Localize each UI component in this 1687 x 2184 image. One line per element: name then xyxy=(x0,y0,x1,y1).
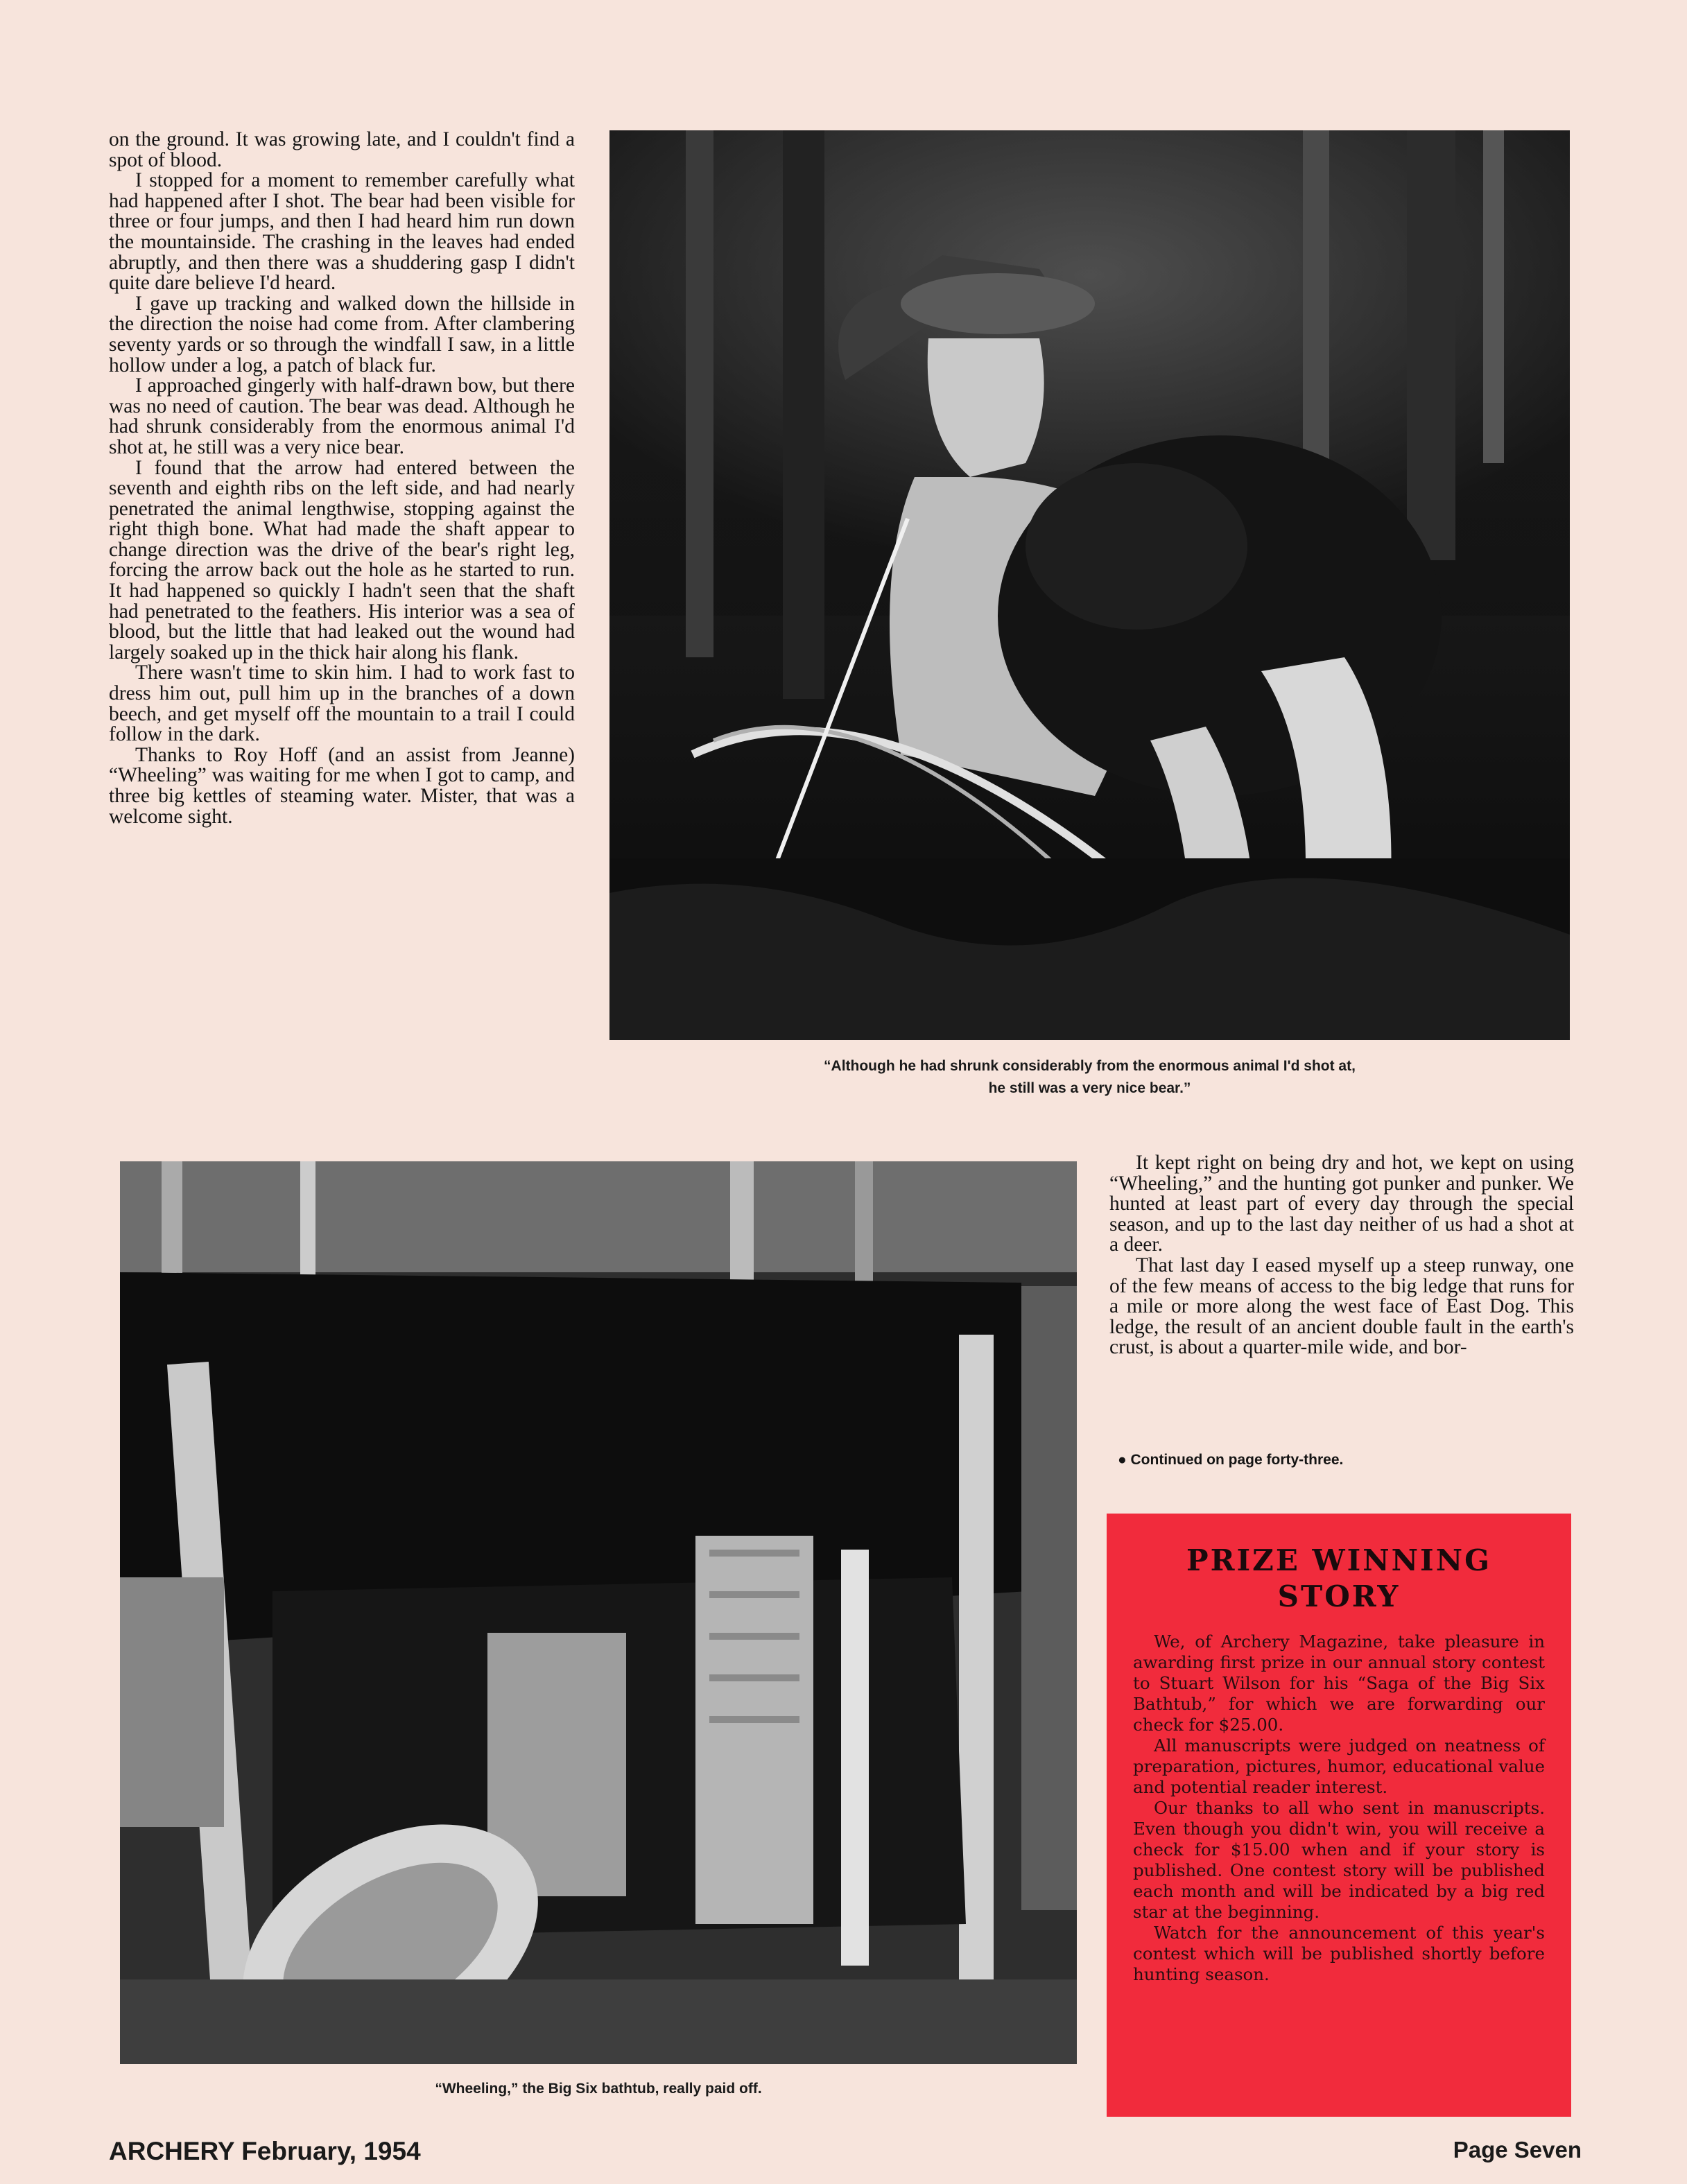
article-paragraph: Thanks to Roy Hoff (and an assist from Jeanne) “Wheeling” was waiting for me when I got to camp, and three big kettles of steaming water. Mister, that was a welcome sight. xyxy=(109,743,575,828)
prize-title-line: STORY xyxy=(1277,1579,1401,1613)
article-paragraph: I stopped for a moment to remember carefully what had happened after I shot. The bear had been visible for three or four jumps, and then I had heard him run down the mountainside. The crashing in the leaves had ended abruptly, and then there was a shuddering gasp I didn't quite dare believe I'd heard. xyxy=(109,169,575,295)
caption-line: “Although he had shrunk considerably from the enormous animal I'd shot at, xyxy=(824,1058,1356,1074)
article-paragraph: I found that the arrow had entered between the seventh and eighth ribs on the left side, and had nearly penetrated the animal lengthwise, stopping against the right thigh bone. What had made the shaft appear to change direction was the drive of the bear's right leg, forcing the arrow back out the hole as he started to run. It had happened so quickly I hadn't seen that the shaft had penetrated to the feathers. His interior was a sea of blood, but the little that had leaked out the wound had largely soaked up in the thick hair along his flank. xyxy=(109,456,575,664)
prize-winning-story-box xyxy=(1107,1514,1571,2117)
photo-caption-bear xyxy=(609,1055,1570,1100)
prize-title xyxy=(1133,1543,1545,1615)
article-paragraph: There wasn't time to skin him. I had to work fast to dress him out, pull him up in the branches of a down beech, and get myself off the mountain to a trail I could follow in the dark. xyxy=(109,661,575,746)
article-paragraph: on the ground. It was growing late, and I couldn't find a spot of blood. xyxy=(109,128,575,171)
article-left-column xyxy=(109,130,575,827)
photo-caption-shelter: “Wheeling,” the Big Six bathtub, really paid off. xyxy=(435,2081,762,2097)
footer-page-number: Page Seven xyxy=(1453,2137,1582,2163)
caption-line: he still was a very nice bear.” xyxy=(988,1080,1191,1096)
prize-paragraph: All manuscripts were judged on neatness of preparation, pictures, humor, educational value and potential reader interest. xyxy=(1133,1735,1545,1797)
photo-shelter-bathtub xyxy=(120,1161,1077,2064)
article-paragraph: It kept right on being dry and hot, we kept on using “Wheeling,” and the hunting got punker and punker. We hunted at least part of every day through the special season, and up to the last day neither of us had a shot at a deer. xyxy=(1109,1152,1574,1256)
article-paragraph: That last day I eased myself up a steep runway, one of the few means of access to the big ledge that runs for a mile or more along the west face of East Dog. This ledge, the result of an ancient double fault in the earth's crust, is about a quarter-mile wide, and bor- xyxy=(1109,1254,1574,1359)
prize-paragraph: Our thanks to all who sent in manuscripts. Even though you didn't win, you will receive a check for $15.00 when and if your story is published. One contest story will be published each month and will be indicated by a big red star at the beginning. xyxy=(1133,1798,1545,1922)
prize-paragraph: Watch for the announcement of this year's contest which will be published shortly before hunting season. xyxy=(1133,1923,1545,1984)
prize-paragraph: We, of Archery Magazine, take pleasure in awarding first prize in our annual story contest to Stuart Wilson for his “Saga of the Big Six Bathtub,” for which we are forwarding our check for $25.00. xyxy=(1133,1631,1545,1735)
article-paragraph: I gave up tracking and walked down the hillside in the direction the noise had come from. After clambering seventy yards or so through the windfall I saw, in a little hollow under a log, a patch of black fur. xyxy=(109,292,575,376)
prize-title-line: PRIZE WINNING xyxy=(1186,1543,1491,1577)
article-right-column xyxy=(1109,1153,1574,1358)
article-paragraph: I approached gingerly with half-drawn bow, but there was no need of caution. The bear was dead. Although he had shrunk considerably from the enormous animal I'd shot at, he still was a very nice bear. xyxy=(109,374,575,458)
continued-note: ● Continued on page forty-three. xyxy=(1118,1452,1344,1468)
footer-magazine-date: ARCHERY February, 1954 xyxy=(109,2137,421,2165)
photo-hunter-with-bear xyxy=(609,130,1570,1040)
